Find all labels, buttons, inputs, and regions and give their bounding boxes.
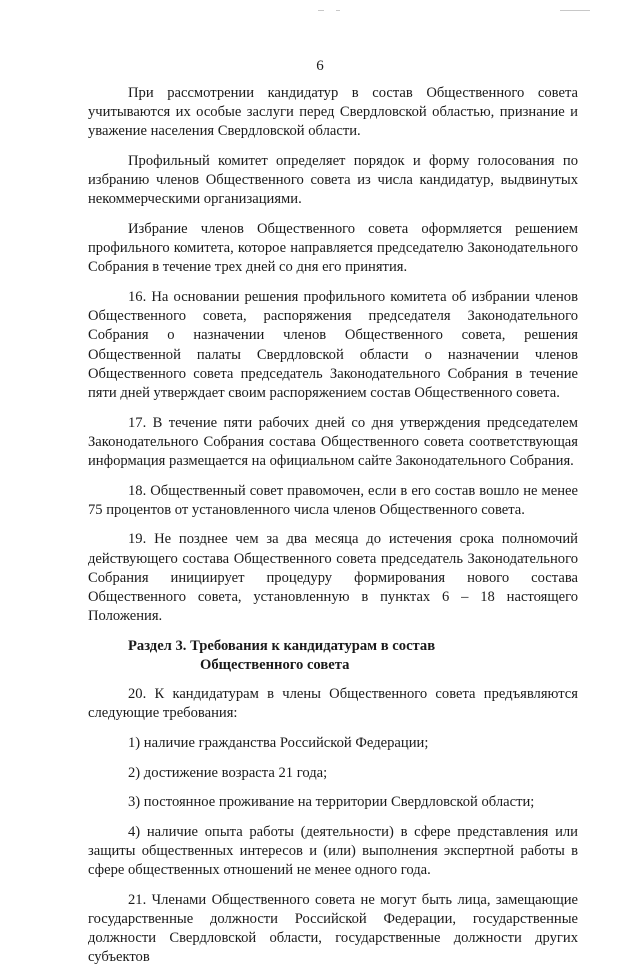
paragraph-19: 19. Не позднее чем за два месяца до истечения срока полномочий действующего состава Общественного совета председатель Законодательного Собрания инициирует процедуру формирования нового состава Общественного совета, установленную в пунктах 6 – 18 настоящего Положения. [88,531,578,625]
scan-artifact [336,10,340,11]
page-number: 6 [316,58,324,74]
section-heading [88,637,578,675]
paragraph: Профильный комитет определяет порядок и форму голосования по избранию членов Общественного совета из числа кандидатур, выдвинутых некоммерческими организациями. [88,153,578,208]
scan-artifact [318,10,324,11]
paragraph-16: 16. На основании решения профильного комитета об избрании членов Общественного совета, распоряжения председателя Законодательного Собрания о назначении членов Общественного совета, решения Общественной палаты Свердловской области о назначении членов Общественного совета председатель Законодательного Собрания в течение пяти дней утверждает своим распоряжением состав Общественного совета. [88,289,578,402]
document-body [88,84,578,978]
section-heading-line2: Общественного совета [200,657,350,674]
paragraph-17: 17. В течение пяти рабочих дней со дня утверждения председателем Законодательного Собрания состава Общественного совета соответствующая информация размещается на официальном сайте Законодательного Собрания. [88,414,578,470]
list-item: 3) постоянное проживание на территории Свердловской области; [128,794,535,811]
paragraph-20: 20. К кандидатурам в члены Общественного совета предъявляются следующие требования: [88,686,578,722]
paragraph: При рассмотрении кандидатур в состав Общественного совета учитываются их особые заслуги перед Свердловской областью, признание и уважение населения Свердловской области. [88,85,578,140]
scan-artifact [560,10,590,11]
list-item: 1) наличие гражданства Российской Федерации; [128,735,429,752]
paragraph-18: 18. Общественный совет правомочен, если в его состав вошло не менее 75 процентов от установленного числа членов Общественного совета. [88,482,578,518]
paragraph-21: 21. Членами Общественного совета не могут быть лица, замещающие государственные должности Российской Федерации, государственные должности Свердловской области, государственные должности других субъектов [88,891,578,966]
paragraph: Избрание членов Общественного совета оформляется решением профильного комитета, которое направляется председателю Законодательного Собрания в течение трех дней со дня его принятия. [88,221,578,276]
list-item: 2) достижение возраста 21 года; [128,764,328,781]
section-heading-line1: Раздел 3. Требования к кандидатурам в состав [128,637,436,654]
list-item: 4) наличие опыта работы (деятельности) в сфере представления или защиты общественных интересов и (или) выполнения экспертной работы в сфере общественных отношений не менее одного года. [88,823,578,879]
